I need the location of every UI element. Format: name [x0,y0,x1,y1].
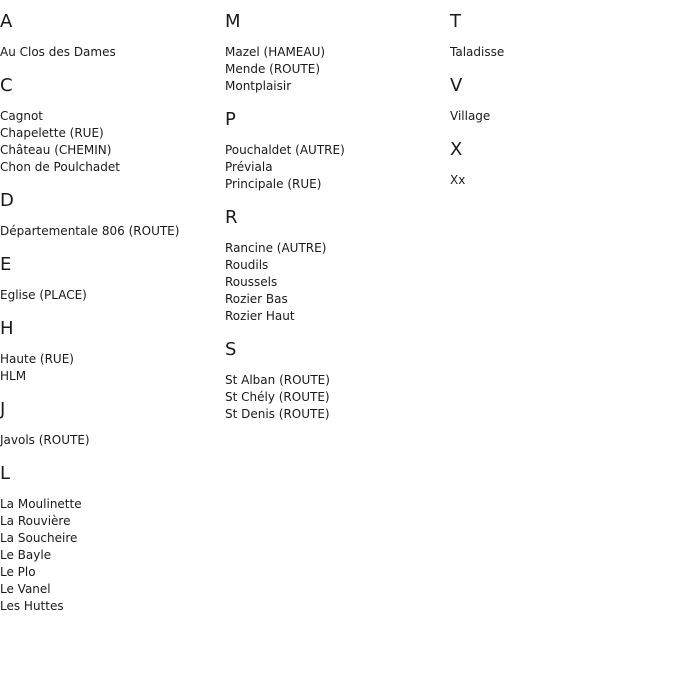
street-list [0,44,225,61]
street-entry: Le Vanel [0,582,51,596]
street-entry: Chon de Poulchadet [0,160,120,174]
street-list [0,223,225,240]
street-entry: Haute (RUE) [0,352,74,366]
street-entry: Cagnot [0,109,44,123]
street-entry: Mazel (HAMEAU) [225,45,326,59]
street-list [0,496,225,615]
street-entry: St Chély (ROUTE) [225,390,330,404]
street-list [0,351,225,385]
letter-section [0,75,225,176]
letter-section [0,399,225,449]
street-entry: Roussels [225,275,278,289]
street-entry: Château (CHEMIN) [0,143,112,157]
street-entry: Principale (RUE) [225,177,322,191]
section-letter-heading: E [0,254,12,275]
letter-section [0,463,225,615]
street-entry: Eglise (PLACE) [0,288,87,302]
street-list [225,240,450,325]
street-entry: La Moulinette [0,497,82,511]
street-entry: Rozier Haut [225,309,295,323]
letter-section [0,11,225,61]
street-entry: Rozier Bas [225,292,288,306]
section-letter-heading: S [225,339,237,360]
street-entry: Le Bayle [0,548,52,562]
street-list [450,108,675,125]
street-entry: Pouchaldet (AUTRE) [225,143,345,157]
section-letter-heading: M [225,11,241,32]
street-list [0,287,225,304]
section-letter-heading: J [0,399,6,420]
section-letter-heading: R [225,207,238,228]
section-letter-heading: H [0,318,14,339]
street-entry: La Rouvière [0,514,71,528]
letter-section [0,318,225,385]
street-entry: Roudils [225,258,269,272]
street-index-column-2 [225,11,450,437]
letter-section [225,109,450,193]
street-entry: Javols (ROUTE) [0,433,90,447]
letter-section [225,339,450,423]
letter-section [450,11,675,61]
letter-section [225,11,450,95]
street-entry: Au Clos des Dames [0,45,116,59]
street-list [450,44,675,61]
street-entry: Montplaisir [225,79,292,93]
street-entry: Le Plo [0,565,36,579]
letter-section [0,190,225,240]
street-list [0,108,225,176]
street-entry: Xx [450,173,466,187]
street-entry: Taladisse [450,45,505,59]
section-letter-heading: X [450,139,463,160]
street-entry: Départementale 806 (ROUTE) [0,224,180,238]
section-letter-heading: C [0,75,13,96]
street-entry: La Soucheire [0,531,78,545]
section-letter-heading: V [450,75,463,96]
street-entry: Mende (ROUTE) [225,62,320,76]
street-list [225,372,450,423]
section-letter-heading: A [0,11,13,32]
section-letter-heading: L [0,463,11,484]
street-index-column-3 [450,11,675,203]
street-list [225,142,450,193]
street-entry: Village [450,109,491,123]
street-entry: HLM [0,369,27,383]
street-entry: Les Huttes [0,599,64,613]
letter-section [225,207,450,325]
street-list [0,432,225,449]
section-letter-heading: D [0,190,14,211]
street-entry: Rancine (AUTRE) [225,241,327,255]
street-entry: Préviala [225,160,273,174]
letter-section [0,254,225,304]
section-letter-heading: P [225,109,236,130]
street-index-column-1 [0,11,225,629]
street-entry: Chapelette (RUE) [0,126,104,140]
street-entry: St Alban (ROUTE) [225,373,330,387]
street-list [450,172,675,189]
street-list [225,44,450,95]
letter-section [450,139,675,189]
letter-section [450,75,675,125]
section-letter-heading: T [450,11,461,32]
street-entry: St Denis (ROUTE) [225,407,330,421]
